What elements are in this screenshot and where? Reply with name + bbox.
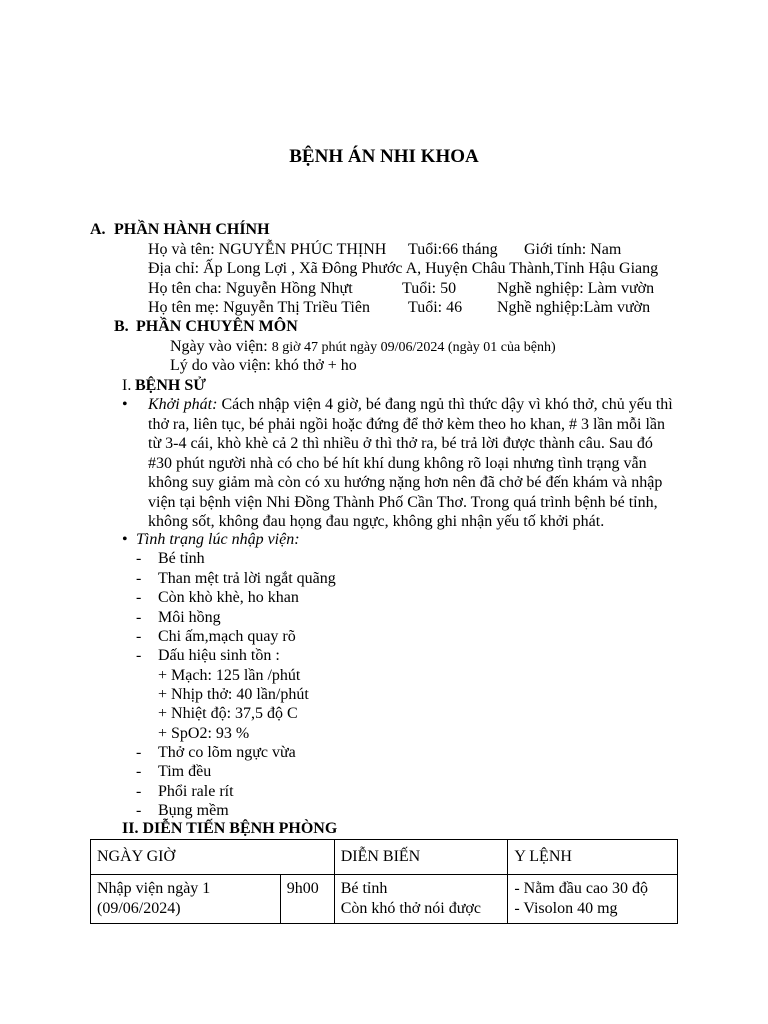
patient-name: Họ và tên: NGUYỄN PHÚC THỊNH xyxy=(148,241,387,258)
progress-heading: II. DIỄN TIẾN BỆNH PHÒNG xyxy=(122,820,338,837)
patient-gender: Giới tính: Nam xyxy=(524,241,622,258)
row-date xyxy=(91,875,281,924)
history-heading: BỆNH SỬ xyxy=(135,377,206,394)
vital-item: + Mạch: 125 lần /phút xyxy=(158,667,301,684)
status-item: Môi hồng xyxy=(158,609,221,626)
mother-age: Tuổi: 46 xyxy=(408,299,463,316)
order-line: - Visolon 40 mg xyxy=(514,900,618,917)
onset-label: Khởi phát: xyxy=(148,396,218,413)
dash-icon: - xyxy=(136,647,142,664)
course-line: Còn khó thở nói được xyxy=(340,900,481,917)
admission-label: Ngày vào viện: xyxy=(170,338,268,355)
progress-table xyxy=(90,839,678,924)
table-row xyxy=(91,875,678,924)
status-item: Bé tỉnh xyxy=(158,550,205,567)
page-title: BỆNH ÁN NHI KHOA xyxy=(289,146,479,167)
father-age: Tuổi: 50 xyxy=(402,280,457,297)
date-line: (09/06/2024) xyxy=(97,900,181,917)
vital-item: + Nhiệt độ: 37,5 độ C xyxy=(158,705,298,722)
status-item: Tim đều xyxy=(158,763,212,780)
table-header-row xyxy=(91,840,678,875)
status-item: Than mệt trả lời ngắt quãng xyxy=(158,570,336,587)
status-label: Tình trạng lúc nhập viện: xyxy=(136,531,300,548)
mother-job: Nghề nghiệp:Làm vườn xyxy=(497,299,651,316)
status-item: Dấu hiệu sinh tồn : xyxy=(158,647,280,664)
dash-icon: - xyxy=(136,744,142,761)
header-orders: Y LỆNH xyxy=(508,840,678,875)
onset-paragraph xyxy=(148,395,678,532)
section-b-label: B. xyxy=(114,318,129,335)
mother-name: Họ tên mẹ: Nguyễn Thị Triều Tiên xyxy=(148,299,370,316)
row-orders xyxy=(508,875,678,924)
admission-time xyxy=(170,338,556,356)
status-item: Bụng mềm xyxy=(158,802,229,819)
dash-icon: - xyxy=(136,783,142,800)
onset-line: #30 phút người nhà có cho bé hít khí dung không rõ loại nhưng tình trạng vẫn xyxy=(148,454,647,472)
admission-value: 8 giờ 47 phút ngày 09/06/2024 (ngày 01 của bệnh) xyxy=(271,340,556,355)
header-course: DIỄN BIẾN xyxy=(334,840,508,875)
status-item: Còn khò khè, ho khan xyxy=(158,589,299,606)
course-line: Bé tỉnh xyxy=(340,880,388,897)
vital-item: + Nhịp thở: 40 lần/phút xyxy=(158,686,309,703)
vital-item: + SpO2: 93 % xyxy=(158,725,250,742)
admission-reason: Lý do vào viện: khó thở + ho xyxy=(170,357,357,374)
onset-line: không sốt, không đau họng đau ngực, không ghi nhận yếu tố khởi phát. xyxy=(148,513,605,530)
status-item: Thở co lõm ngực vừa xyxy=(158,744,296,761)
patient-address: Địa chỉ: Ấp Long Lợi , Xã Đông Phước A, Huyện Châu Thành,Tỉnh Hậu Giang xyxy=(148,260,659,277)
history-label: I. xyxy=(122,377,132,394)
onset-line: thở ra, liên tục, bé phải ngồi hoặc đứng để thở kèm theo ho khan, # 3 lần mỗi lần xyxy=(148,415,666,433)
section-b-heading: PHẦN CHUYÊN MÔN xyxy=(136,318,298,335)
dash-icon: - xyxy=(136,589,142,606)
order-line: - Nằm đầu cao 30 độ xyxy=(514,880,649,897)
onset-line: không suy giảm mà còn có xu hướng nặng hơn nên đã chở bé đến khám và nhập xyxy=(148,474,663,491)
section-a-heading: PHẦN HÀNH CHÍNH xyxy=(114,221,270,238)
dash-icon: - xyxy=(136,570,142,587)
dash-icon: - xyxy=(136,763,142,780)
row-course xyxy=(334,875,508,924)
section-a-label: A. xyxy=(90,221,106,238)
dash-icon: - xyxy=(136,802,142,819)
patient-age: Tuổi:66 tháng xyxy=(408,241,498,258)
bullet-icon: • xyxy=(122,531,128,548)
header-date: NGÀY GIỜ xyxy=(91,840,335,875)
status-item: Phổi rale rít xyxy=(158,783,234,800)
bullet-icon: • xyxy=(122,396,128,413)
status-item: Chi ấm,mạch quay rõ xyxy=(158,628,296,645)
dash-icon: - xyxy=(136,609,142,626)
dash-icon: - xyxy=(136,628,142,645)
onset-line: từ 3-4 cái, khò khè cả 2 thì nhiều ở thì thở ra, bé trả lời được thành câu. Sau đó xyxy=(148,435,653,452)
father-name: Họ tên cha: Nguyễn Hồng Nhựt xyxy=(148,280,353,297)
date-line: Nhập viện ngày 1 xyxy=(97,880,211,897)
onset-line: Cách nhập viện 4 giờ, bé đang ngủ thì thức dậy vì khó thở, chủ yếu thì xyxy=(221,396,673,413)
dash-icon: - xyxy=(136,550,142,567)
row-time: 9h00 xyxy=(280,875,334,924)
onset-line: viện tại bệnh viện Nhi Đồng Thành Phố Cần Thơ. Trong quá trình bệnh bé tỉnh, xyxy=(148,493,658,511)
father-job: Nghề nghiệp: Làm vườn xyxy=(497,280,655,297)
